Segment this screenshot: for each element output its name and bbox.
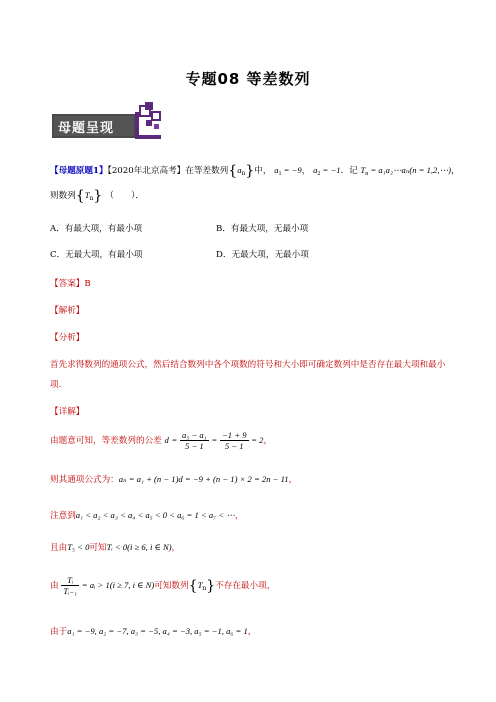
question-text-a: 在等差数列 (185, 166, 229, 176)
detail-line-5: 由 $\frac{\text{Tᵢ}}{\text{Tᵢ₋₁}}$ = aᵢ > 1(i ≥ 7, i ∈ N)可知数列$\{T_n\}$不存在最小项， (50, 575, 276, 596)
option-d[interactable]: D．无最大项，无最小项 (216, 250, 309, 260)
detail-line-3: 注意到a₁ < a₂ < a₃ < a₄ < a₅ < 0 < a₆ = 1 < a₇ < ⋯， (50, 510, 244, 521)
page-title: 专题08 等差数列 (185, 70, 311, 88)
question-tag: 【母题原题1】 (50, 166, 108, 176)
detail-line-1: 由题意可知，等差数列的公差 d = $\frac{\text{a₅ − a₁}}{5 - 1}$ = $\frac{-1 + 9}{5 - 1}$ = 2， (50, 430, 273, 451)
question-line-2: 则数列$\{T_n\}$ （ ）． (50, 188, 144, 204)
detail-line-2: 则其通项公式为：aₙ = a₁ + (n − 1)d = −9 + (n − 1) × 2 = 2n − 11， (50, 474, 298, 485)
fenxi-text-2: 项. (50, 380, 62, 390)
banner-text: 母题呈现 (58, 121, 115, 136)
question-line-1: 【母题原题1】【2020年北京高考】在等差数列$\{a_n\}$中， $a_1 = -9$， $a_2 = -1$．记 $T_n$ = a₁a₂⋯aₙ(n = 1,2,⋯)， (50, 163, 460, 179)
answer-label: 【答案】B (50, 279, 91, 289)
detail-line-6: 由于a₁ = −9, a₂ = −7, a₃ = −5, a₄ = −3, a₅ = −1, a₆ = 1， (50, 626, 257, 637)
detail-label: 【详解】 (50, 407, 85, 417)
seq-a: a (237, 165, 242, 175)
analysis-label: 【解析】 (50, 306, 85, 316)
option-b[interactable]: B．有最大项，无最小项 (216, 224, 309, 234)
option-c[interactable]: C．无最大项，有最小项 (50, 250, 143, 260)
question-source: 【2020年北京高考】 (107, 166, 186, 176)
section-banner (50, 100, 170, 144)
fenxi-text-1: 首先求得数列的通项公式，然后结合数列中各个项数的符号和大小即可确定数列中是否存在最大项和最小 (50, 360, 446, 370)
detail-line-4: 且由T₅ < 0可知Tᵢ < 0(i ≥ 6, i ∈ N)， (50, 542, 181, 553)
option-a[interactable]: A．有最大项，有最小项 (50, 224, 143, 234)
fenxi-label: 【分析】 (50, 333, 85, 343)
